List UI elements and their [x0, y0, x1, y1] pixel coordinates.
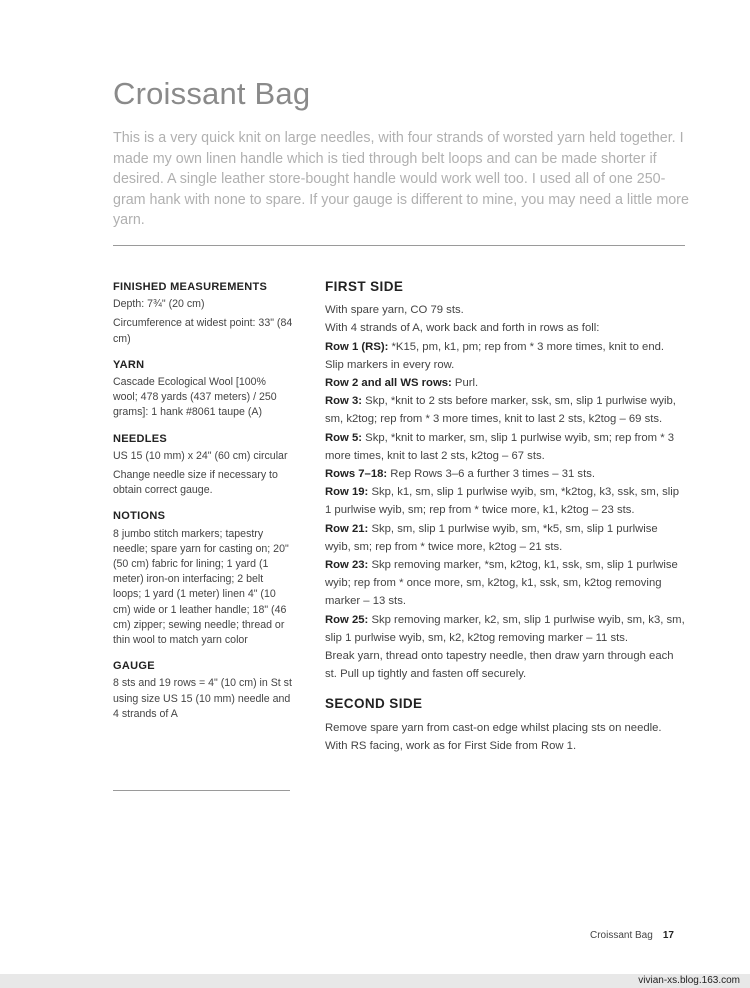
instruction-line: With RS facing, work as for First Side from Row 1.: [325, 739, 577, 752]
second-side-heading: SECOND SIDE: [325, 696, 423, 712]
needle-size-text: US 15 (10 mm) x 24" (60 cm) circular: [113, 449, 288, 462]
row-label: Row 2 and all WS rows:: [325, 377, 452, 390]
instruction-line: With spare yarn, CO 79 sts.: [325, 304, 464, 317]
row-23-instruction: [325, 556, 685, 611]
yarn-section: [113, 358, 293, 421]
yarn-text: Cascade Ecological Wool [100% wool; 478 yards (437 meters) / 250 grams]: 1 hank #8061 taupe (A): [113, 376, 277, 419]
depth-text: Depth: 7¾" (20 cm): [113, 298, 205, 311]
needle-note-text: Change needle size if necessary to obtain correct gauge.: [113, 469, 278, 497]
row-text: Skp, *knit to marker, sm, slip 1 purlwise wyib, sm; rep from * 3 more times, knit to last 2 sts, k2tog – 67 sts.: [325, 431, 675, 462]
row-1-instruction: [325, 338, 685, 356]
yarn-heading: YARN: [113, 358, 145, 371]
gauge-text: 8 sts and 19 rows = 4" (10 cm) in St st using size US 15 (10 mm) needle and 4 strands of A: [113, 677, 292, 720]
circumference-text: Circumference at widest point: 33" (84 cm): [113, 317, 293, 345]
row-text: Purl.: [451, 377, 479, 390]
finished-measurements-section: [113, 280, 293, 347]
intro-paragraph: This is a very quick knit on large needles, with four strands of worsted yarn held together. I made my own linen handle which is tied through belt loops and can be made shorter if desired. A single leather store-bought handle would work well too. I used all of one 250-gram hank with none to spare. If your gauge is different to mine, you may need a little more yarn.: [113, 130, 689, 229]
row-label: Row 25:: [325, 613, 369, 626]
left-column-divider: [113, 790, 290, 791]
first-side-heading: FIRST SIDE: [325, 279, 404, 294]
needles-heading: NEEDLES: [113, 432, 168, 445]
running-title: Croissant Bag: [590, 930, 653, 941]
row-text: Skp removing marker, k2, sm, slip 1 purlwise wyib, sm, k3, sm, slip 1 purlwise wyib, sm, k2, k2tog removing marker – 11 sts.: [325, 613, 685, 644]
row-3-instruction: [325, 392, 685, 428]
row-label: Row 23:: [325, 559, 369, 572]
row-label: Row 1 (RS):: [325, 340, 389, 353]
gauge-section: [113, 659, 293, 722]
instruction-line: Remove spare yarn from cast-on edge whilst placing sts on needle.: [325, 721, 662, 734]
row-text: Rep Rows 3–6 a further 3 times – 31 sts.: [387, 468, 596, 481]
page-title: Croissant Bag: [113, 76, 311, 111]
notions-text: 8 jumbo stitch markers; tapestry needle; spare yarn for casting on; 20" (50 cm) fabric for lining; 1 yard (1 meter) iron-on interfacing; 2 belt loops; 1 yard (1 meter) linen 4" (10 cm) wide or 1 leather handle; 18" (46 cm) zipper; sewing needle; thread or thin wool to match yarn color: [113, 527, 289, 647]
notions-heading: NOTIONS: [113, 510, 166, 523]
row-text: Skp removing marker, *sm, k2tog, k1, ssk, sm, slip 1 purlwise wyib; rep from * once more, sm, k2tog, k1, ssk, sm, k2tog removing marker – 13 sts.: [325, 559, 678, 608]
gauge-heading: GAUGE: [113, 660, 155, 673]
watermark-text: vivian-xs.blog.163.com: [638, 975, 740, 986]
rows-7-18-instruction: [325, 465, 685, 483]
row-5-instruction: [325, 429, 685, 465]
needles-section: [113, 432, 293, 499]
row-21-instruction: [325, 520, 685, 556]
page-footer: [590, 930, 674, 941]
row-25-instruction: [325, 611, 685, 647]
row-19-instruction: [325, 483, 685, 519]
instruction-line: With 4 strands of A, work back and forth in rows as foll:: [325, 322, 600, 335]
finished-measurements-heading: FINISHED MEASUREMENTS: [113, 281, 268, 293]
row-text: *K15, pm, k1, pm; rep from * 3 more times, knit to end.: [388, 340, 665, 353]
row-label: Row 19:: [325, 486, 369, 499]
row-label: Row 21:: [325, 522, 369, 535]
row-label: Rows 7–18:: [325, 468, 388, 481]
row-label: Row 5:: [325, 431, 363, 444]
row-2-instruction: [325, 374, 685, 392]
materials-column: [113, 280, 293, 733]
row-text: Skp, k1, sm, slip 1 purlwise wyib, sm, *k2tog, k3, ssk, sm, slip 1 purlwise wyib, sm; rep from * twice more, k1, k2tog – 23 sts.: [325, 486, 680, 517]
finishing-instruction: Break yarn, thread onto tapestry needle, then draw yarn through each st. Pull up tightly and fasten off securely.: [325, 650, 674, 681]
row-text: Skp, sm, slip 1 purlwise wyib, sm, *k5, sm, slip 1 purlwise wyib, sm; rep from * twice more, k2tog – 21 sts.: [325, 522, 658, 553]
instructions-column: [325, 278, 685, 755]
row-label: Row 3:: [325, 395, 363, 408]
notions-section: [113, 509, 293, 648]
row-text: Skp, *knit to 2 sts before marker, ssk, sm, slip 1 purlwise wyib, sm, k2tog; rep from * 3 more times, knit to last 2 sts, k2tog – 69 sts.: [325, 395, 676, 426]
instruction-line: Slip markers in every row.: [325, 358, 455, 371]
top-divider: [113, 245, 685, 246]
page-number: 17: [662, 930, 674, 941]
